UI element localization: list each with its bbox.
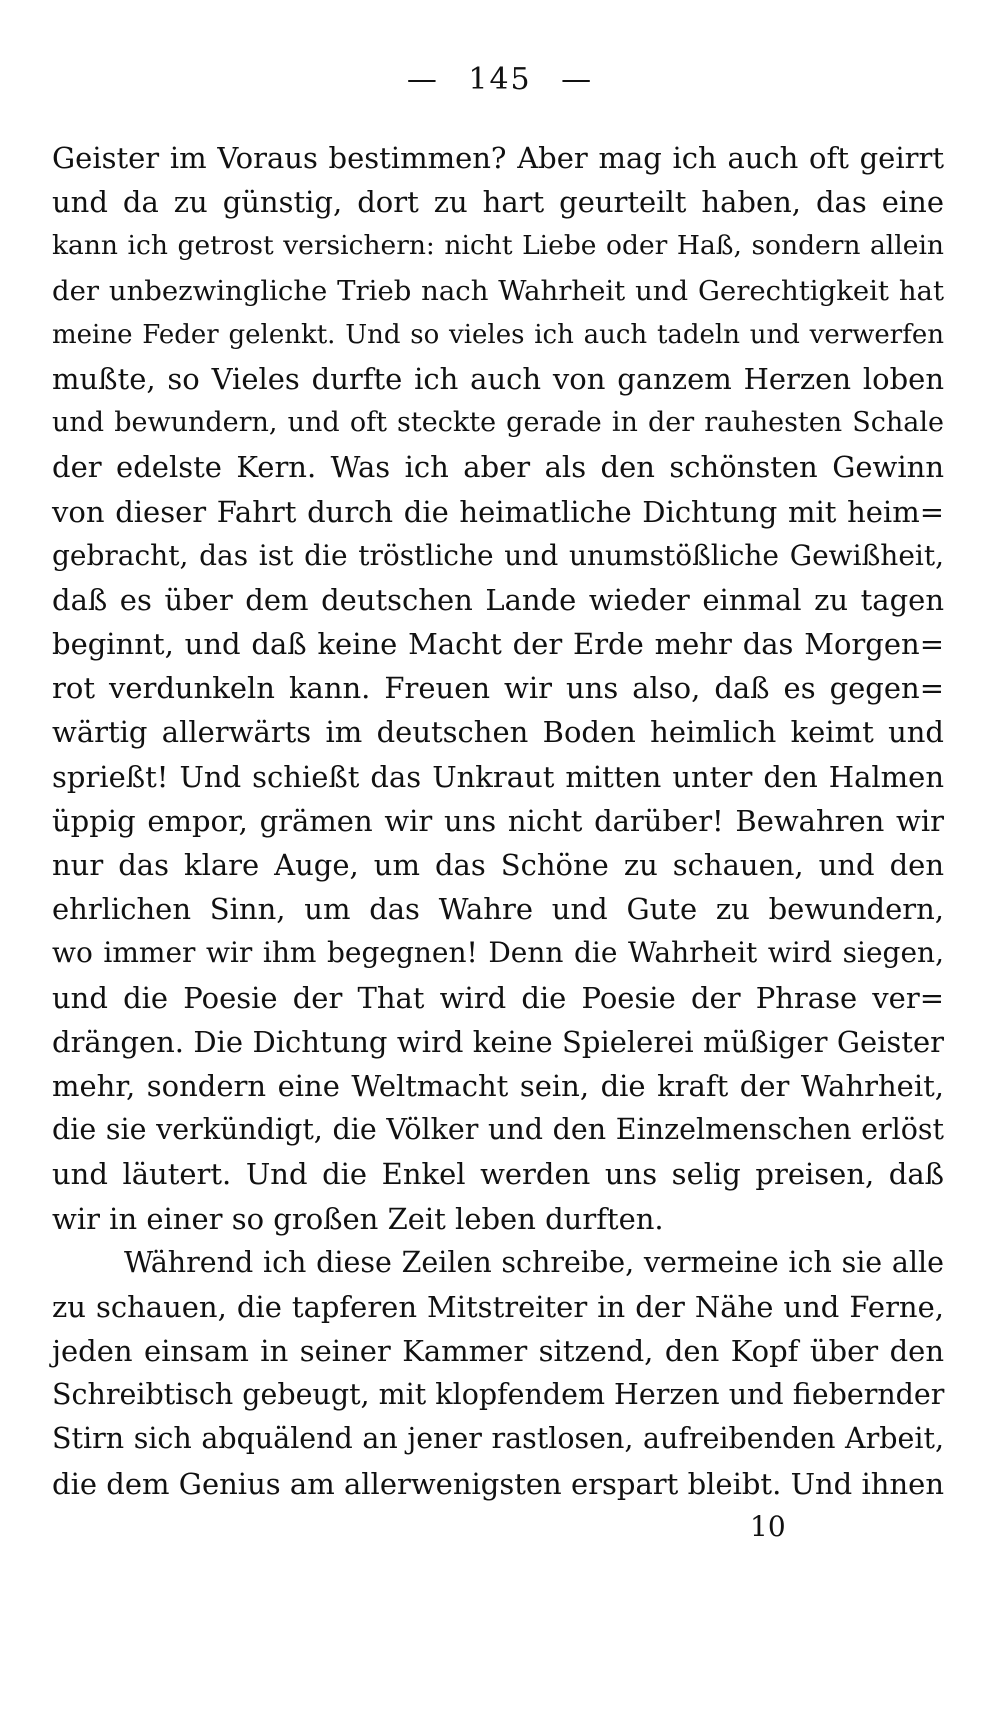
text-line: üppig empor, grämen wir uns nicht darüber! Bewahren wir: [52, 803, 944, 838]
text-line: zu schauen, die tapferen Mitstreiter in der Nähe und Ferne,: [52, 1289, 944, 1324]
text-line: Stirn sich abquälend an jener rastlosen, aufreibenden Arbeit,: [52, 1422, 944, 1456]
text-line: wir in einer so großen Zeit leben durften.: [52, 1201, 664, 1236]
paragraph-2: [52, 1241, 944, 1506]
paragraph-1: [52, 136, 944, 1241]
text-line: ehrlichen Sinn, um das Wahre und Gute zu bewundern,: [52, 892, 944, 927]
text-line: rot verdunkeln kann. Freuen wir uns also, daß es gegen=: [52, 671, 944, 706]
text-line: jeden einsam in seiner Kammer sitzend, den Kopf über den: [52, 1334, 944, 1369]
text-line: gebracht, das ist die tröstliche und unumstößliche Gewißheit,: [52, 538, 944, 572]
text-line: mußte, so Vieles durfte ich auch von ganzem Herzen loben: [52, 361, 944, 396]
text-line: Während ich diese Zeilen schreibe, vermeine ich sie alle: [124, 1245, 944, 1279]
text-line: der unbezwingliche Trieb nach Wahrheit und Gerechtigkeit hat: [52, 274, 944, 307]
text-line: Schreibtisch gebeugt, mit klopfendem Herzen und fiebernder: [52, 1378, 945, 1412]
page-body: [52, 136, 944, 1506]
page-header: [0, 62, 1000, 97]
text-line: mehr, sondern eine Weltmacht sein, die kraft der Wahrheit,: [52, 1068, 944, 1103]
page-number: 145: [468, 62, 532, 97]
text-line: von dieser Fahrt durch die heimatliche Dichtung mit heim=: [52, 494, 944, 529]
text-line: Geister im Voraus bestimmen? Aber mag ich auch oft geirrt: [52, 141, 944, 175]
text-line: drängen. Die Dichtung wird keine Spielerei müßiger Geister: [52, 1024, 944, 1059]
text-line: daß es über dem deutschen Lande wieder einmal zu tagen: [52, 582, 944, 617]
header-dash-left: —: [406, 62, 439, 97]
text-line: und da zu günstig, dort zu hart geurteilt haben, das eine: [52, 185, 944, 220]
text-line: die sie verkündigt, die Völker und den Einzelmenschen erlöst: [52, 1113, 944, 1147]
text-line: und läutert. Und die Enkel werden uns selig preisen, daß: [52, 1157, 944, 1192]
text-line: wo immer wir ihm begegnen! Denn die Wahrheit wird siegen,: [52, 936, 944, 970]
text-line: sprießt! Und schießt das Unkraut mitten unter den Halmen: [52, 759, 944, 794]
header-dash-right: —: [561, 62, 594, 97]
text-line: wärtig allerwärts im deutschen Boden heimlich keimt und: [52, 715, 944, 750]
text-line: die dem Genius am allerwenigsten erspart bleibt. Und ihnen: [52, 1466, 944, 1501]
text-line: und bewundern, und oft steckte gerade in der rauhesten Schale: [52, 407, 944, 439]
printer-signature: 10: [750, 1510, 786, 1543]
text-line: nur das klare Auge, um das Schöne zu schauen, und den: [52, 848, 944, 882]
text-line: meine Feder gelenkt. Und so vieles ich auch tadeln und verwerfen: [52, 319, 944, 350]
text-line: beginnt, und daß keine Macht der Erde mehr das Morgen=: [52, 627, 944, 662]
text-line: und die Poesie der That wird die Poesie der Phrase ver=: [52, 980, 944, 1015]
text-line: kann ich getrost versichern: nicht Liebe oder Haß, sondern allein: [52, 230, 944, 262]
text-line: der edelste Kern. Was ich aber als den schönsten Gewinn: [52, 450, 944, 485]
